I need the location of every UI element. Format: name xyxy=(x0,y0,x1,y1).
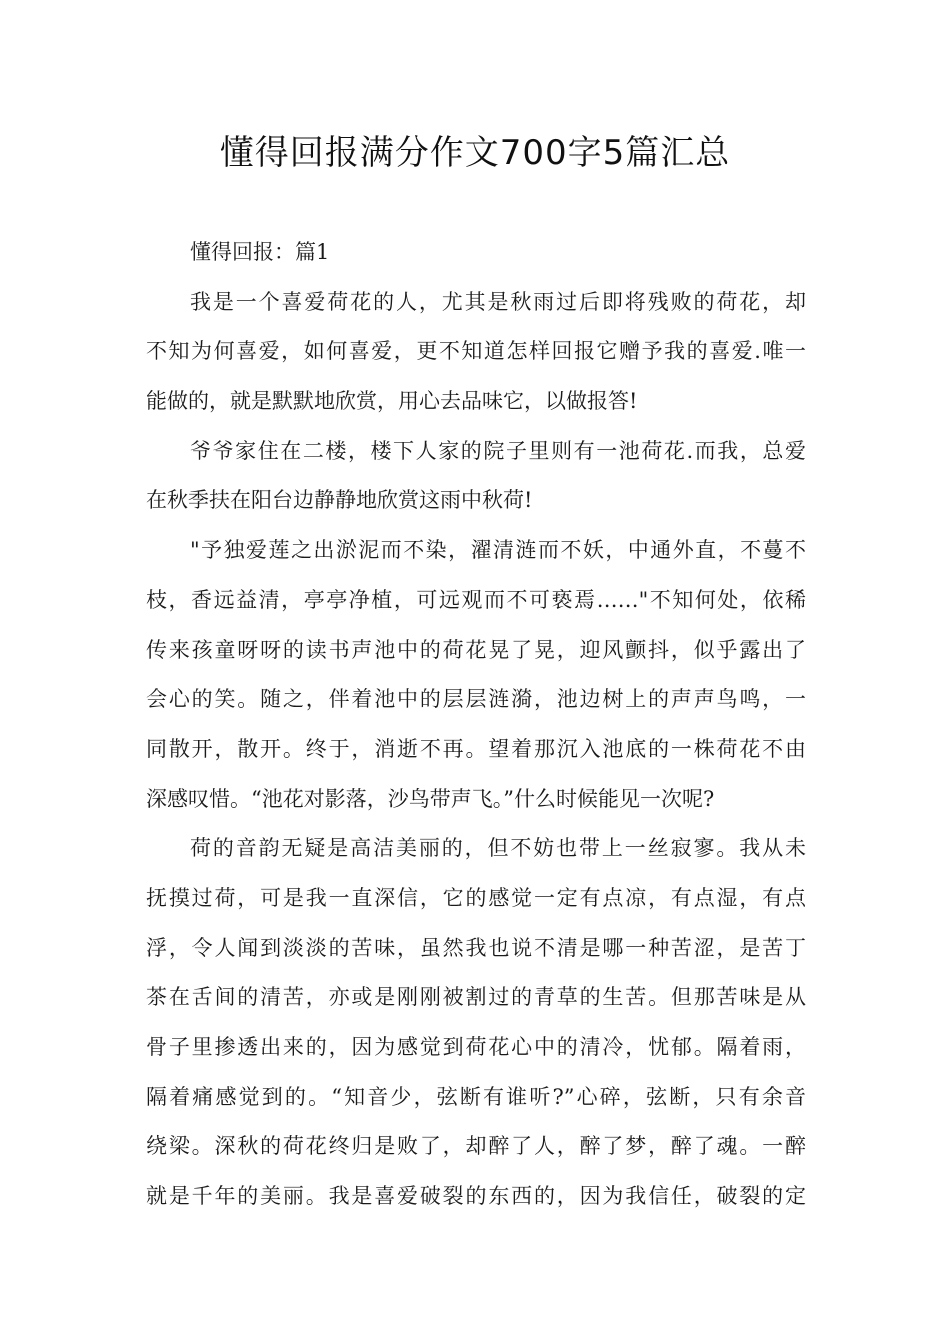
document-title: 懂得回报满分作文700字5篇汇总 xyxy=(219,133,731,173)
text-line: 隔着痛感觉到的。“知音少，弦断有谁听?”心碎，弦断，只有余音 xyxy=(146,1084,806,1109)
text-line: 不知为何喜爱，如何喜爱，更不知道怎样回报它赠予我的喜爱.唯一 xyxy=(146,339,806,364)
text-line: 深感叹惜。“池花对影落，沙鸟带声飞。”什么时候能见一次呢? xyxy=(146,786,715,811)
text-line: 会心的笑。随之，伴着池中的层层涟漪，池边树上的声声鸟鸣，一 xyxy=(146,687,806,712)
text-line: 能做的，就是默默地欣赏，用心去品味它，以做报答! xyxy=(146,389,638,414)
text-line: 在秋季扶在阳台边静静地欣赏这雨中秋荷! xyxy=(146,488,533,513)
text-line: 枝，香远益清，亭亭净植，可远观而不可亵焉……"不知何处，依稀 xyxy=(146,587,806,612)
text-line: 我是一个喜爱荷花的人，尤其是秋雨过后即将残败的荷花，却 xyxy=(190,289,806,314)
text-line: 抚摸过荷，可是我一直深信，它的感觉一定有点凉，有点湿，有点 xyxy=(146,885,806,910)
text-line: 茶在舌间的清苦，亦或是刚刚被割过的青草的生苦。但那苦味是从 xyxy=(146,985,806,1010)
text-line: "予独爱莲之出淤泥而不染，濯清涟而不妖，中通外直，不蔓不 xyxy=(190,538,806,563)
text-line: 荷的音韵无疑是高洁美丽的，但不妨也带上一丝寂寥。我从未 xyxy=(190,836,806,861)
text-line: 浮，令人闻到淡淡的苦味，虽然我也说不清是哪一种苦涩，是苦丁 xyxy=(146,935,806,960)
text-line: 懂得回报：篇1 xyxy=(190,240,330,264)
text-line: 传来孩童呀呀的读书声池中的荷花晃了晃，迎风颤抖，似乎露出了 xyxy=(146,637,806,662)
text-line: 就是千年的美丽。我是喜爱破裂的东西的，因为我信任，破裂的定 xyxy=(146,1184,806,1209)
text-line: 绕梁。深秋的荷花终归是败了，却醉了人，醉了梦，醉了魂。一醉 xyxy=(146,1134,806,1159)
text-line: 爷爷家住在二楼，楼下人家的院子里则有一池荷花.而我，总爱 xyxy=(190,438,806,463)
text-line: 同散开，散开。终于，消逝不再。望着那沉入池底的一株荷花不由 xyxy=(146,736,806,761)
document-body xyxy=(146,228,806,1222)
text-line: 骨子里掺透出来的，因为感觉到荷花心中的清冷，忧郁。隔着雨， xyxy=(146,1035,806,1059)
